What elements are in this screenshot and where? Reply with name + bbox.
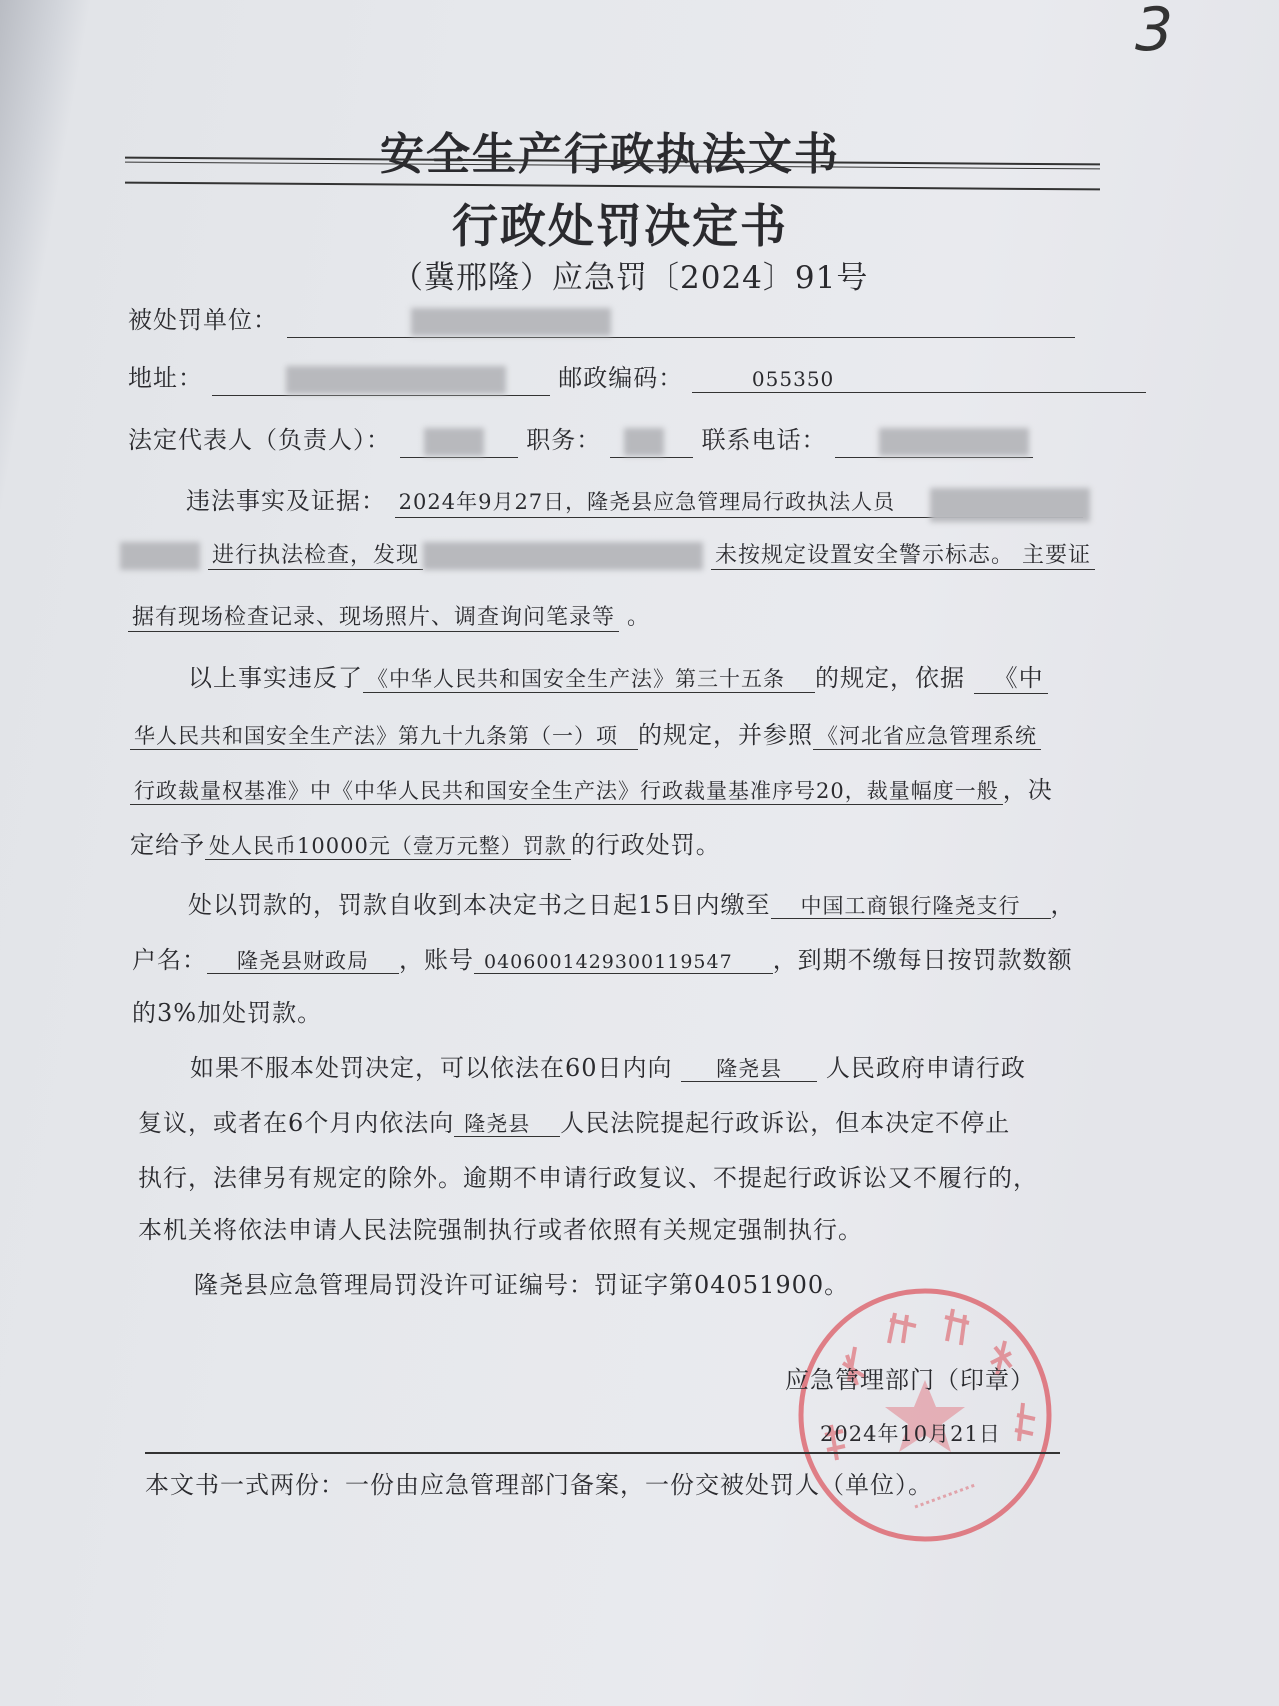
payment-line-3: 的3%加处罚款。	[132, 999, 323, 1027]
series-title: 安全生产行政执法文书	[380, 129, 840, 180]
text: 如果不服本处罚决定，可以依法在60日内向	[190, 1054, 673, 1082]
review-authority: 隆尧县	[681, 1057, 817, 1082]
address-value	[212, 364, 550, 396]
redacted-block	[411, 308, 611, 336]
phone-value	[835, 426, 1033, 458]
punctuation: 。	[627, 605, 651, 630]
appeal-line-4: 本机关将依法申请人民法院强制执行或者依照有关规定强制执行。	[138, 1216, 863, 1244]
address-row	[128, 358, 1146, 396]
text: 的规定，依据	[815, 664, 965, 692]
redacted-block	[423, 542, 703, 570]
address-label: 地址：	[128, 364, 203, 392]
redacted-block	[930, 488, 1090, 522]
court-name: 隆尧县	[454, 1112, 560, 1137]
redacted-block	[879, 428, 1029, 456]
text: 处以罚款的，罚款自收到本决定书之日起15日内缴至	[188, 891, 771, 919]
phone-label: 联系电话：	[701, 426, 827, 454]
text: ，账号	[399, 946, 474, 974]
discretion-standard: 行政裁量权基准》中《中华人民共和国安全生产法》行政裁量基准序号20，裁量幅度一般	[130, 779, 1003, 805]
text: 的规定，并参照	[638, 721, 813, 749]
postcode-label: 邮政编码：	[558, 364, 684, 392]
account-number: 0406001429300119547	[474, 951, 773, 974]
facts-text: 进行执法检查，发现	[208, 543, 423, 570]
redacted-block	[424, 428, 484, 456]
issue-date: 2024年10月21日	[820, 1422, 1001, 1446]
facts-line-3	[128, 600, 650, 631]
basis-line-2	[130, 715, 1041, 750]
issuing-department: 应急管理部门（印章）	[785, 1366, 1035, 1394]
basis-line-3	[130, 770, 1053, 805]
page-number-handwritten: 3	[1135, 0, 1174, 65]
text: 户名：	[132, 946, 207, 974]
appeal-line-2	[138, 1103, 1010, 1138]
license-number: 隆尧县应急管理局罚没许可证编号：罚证字第04051900。	[194, 1271, 850, 1299]
legal-rep-value	[400, 426, 518, 458]
violated-law: 《中华人民共和国安全生产法》第三十五条	[363, 667, 815, 693]
redacted-block	[120, 542, 200, 570]
facts-label: 违法事实及证据：	[186, 487, 386, 515]
facts-text: 2024年9月27日，隆尧县应急管理局行政执法人员	[395, 486, 1083, 518]
redacted-block	[286, 366, 506, 394]
text: ，决	[1002, 776, 1053, 804]
appeal-line-3: 执行，法律另有规定的除外。逾期不申请行政复议、不提起行政诉讼又不履行的，	[138, 1164, 1038, 1192]
text: 的行政处罚。	[570, 831, 721, 859]
position-value	[610, 426, 693, 458]
document-number: （冀邢隆）应急罚〔2024〕91号	[392, 260, 869, 296]
text: 以上事实违反了	[188, 664, 363, 692]
discretion-standard: 《河北省应急管理系统	[813, 724, 1041, 750]
facts-text: 未按规定设置安全警示标志。 主要证	[711, 543, 1095, 570]
basis-line-1	[188, 658, 1048, 693]
penalty-law: 华人民共和国安全生产法》第九十九条第（一）项	[130, 724, 638, 750]
document-title: 行政处罚决定书	[452, 199, 788, 253]
postcode-value: 055350	[692, 367, 1146, 393]
account-name: 隆尧县财政局	[207, 949, 399, 974]
appeal-line-1	[190, 1048, 1026, 1083]
text: 人民法院提起行政诉讼，但本决定不停止	[560, 1109, 1011, 1137]
facts-line-2	[120, 538, 1095, 570]
legal-rep-row	[128, 420, 1033, 458]
payment-line-2	[132, 940, 1073, 975]
footer-note: 本文书一式两份：一份由应急管理部门备案，一份交被处罚人（单位）。	[145, 1471, 933, 1499]
text: 复议，或者在6个月内依法向	[138, 1109, 455, 1137]
text: ，到期不缴每日按罚款数额	[772, 946, 1073, 974]
basis-line-4	[130, 825, 721, 860]
penalized-unit-label: 被处罚单位：	[128, 306, 278, 334]
text: 人民政府申请行政	[825, 1054, 1026, 1082]
penalty-amount: 处人民币10000元（壹万元整）罚款	[205, 834, 571, 860]
penalized-unit-row	[128, 300, 1075, 338]
official-seal	[795, 1285, 1055, 1545]
legal-rep-label: 法定代表人（负责人）：	[128, 426, 391, 454]
bank-name: 中国工商银行隆尧支行	[771, 894, 1051, 919]
facts-text: 据有现场检查记录、现场照片、调查询问笔录等	[128, 605, 619, 632]
redacted-block	[624, 428, 664, 456]
penalty-law: 《中	[974, 664, 1048, 694]
payment-line-1	[188, 885, 1076, 920]
position-label: 职务：	[526, 426, 602, 454]
footer-divider	[145, 1452, 1060, 1454]
penalized-unit-value	[287, 306, 1075, 338]
text: 定给予	[130, 831, 205, 859]
text: ，	[1050, 891, 1076, 919]
